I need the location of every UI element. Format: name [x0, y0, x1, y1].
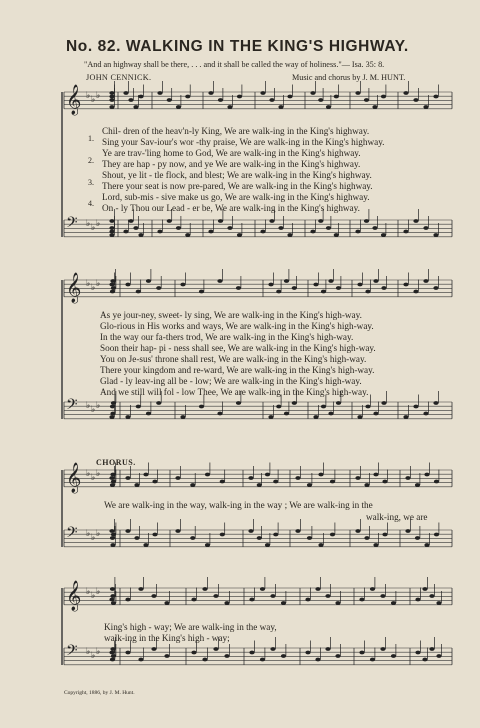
lyric-line: And we still will fol - low Thee, We are walk-ing in the King's high-way. [100, 387, 369, 397]
note-head [313, 415, 318, 419]
note-head [175, 476, 180, 480]
note-head [370, 587, 375, 591]
note-head [415, 536, 420, 540]
note-head [217, 412, 222, 416]
copyright-notice: Copyright, 1886, by J. M. Hunt. [64, 690, 135, 696]
note-head [403, 415, 408, 419]
note-head [128, 219, 133, 223]
lyric-line: There your kingdom and re-ward, We are walk-ing in the King's high-way. [100, 365, 375, 375]
verse-number: 2. [88, 156, 94, 165]
note-head [236, 286, 241, 290]
note-head [167, 219, 172, 223]
note-head [257, 536, 262, 540]
note-head [125, 476, 130, 480]
note-head [236, 401, 241, 405]
note-head [237, 95, 242, 99]
note-head [373, 543, 378, 547]
note-head [164, 601, 169, 605]
note-head [405, 529, 410, 533]
lyric-line: You on Je-sus' throne shall rest, We are walk-ing in the King's high-way. [100, 354, 367, 364]
note-head [213, 594, 218, 598]
note-head [136, 290, 141, 294]
note-head [278, 226, 283, 230]
note-head [151, 594, 156, 598]
note-head [110, 473, 115, 477]
note-head [110, 290, 115, 294]
note-head [413, 290, 418, 294]
flat-icon: ♭ [86, 279, 91, 289]
note-head [237, 233, 242, 237]
note-head [111, 601, 116, 605]
note-head [134, 536, 139, 540]
flat-icon: ♭ [96, 91, 101, 101]
note-head [138, 658, 143, 662]
note-head [295, 476, 300, 480]
note-head [305, 598, 310, 602]
note-head [372, 105, 377, 109]
note-head [355, 230, 360, 234]
note-head [315, 658, 320, 662]
flat-icon: ♭ [86, 647, 91, 657]
note-head [190, 483, 195, 487]
note-head [334, 233, 339, 237]
note-head [433, 286, 438, 290]
lyric-line: On - ly Thou our Lead - er be, We are walk-ing in the King's highway. [102, 203, 360, 213]
note-head [433, 233, 438, 237]
flat-icon: ♭ [91, 223, 96, 233]
note-head [423, 279, 428, 283]
note-head [109, 476, 114, 480]
note-head [326, 105, 331, 109]
flat-icon: ♭ [91, 473, 96, 483]
note-head [403, 283, 408, 287]
note-head [270, 647, 275, 651]
note-head [180, 415, 185, 419]
lyric-line: Glad - ly leav-ing all be - low; We are walk-ing in the King's high-way. [100, 376, 362, 386]
lyric-line: Chil- dren of the heav'n-ly King, We are walk-ing in the King's highway. [102, 126, 370, 136]
note-head [318, 219, 323, 223]
note-head [109, 219, 114, 223]
note-head [364, 536, 369, 540]
note-head [381, 401, 386, 405]
note-head [381, 233, 386, 237]
note-head [205, 473, 210, 477]
note-head [227, 226, 232, 230]
note-head [436, 654, 441, 658]
note-head [415, 598, 420, 602]
note-head [335, 654, 340, 658]
note-head [110, 279, 115, 283]
note-head [199, 405, 204, 409]
note-head [422, 658, 427, 662]
note-head [176, 105, 181, 109]
note-head [413, 98, 418, 102]
lyric-line: Shout, ye lit - tle flock, and blest; We are walk-ing in the King's highway. [102, 170, 372, 180]
note-head [133, 105, 138, 109]
note-head [415, 651, 420, 655]
note-head [146, 279, 151, 283]
note-head [156, 286, 161, 290]
note-head [370, 658, 375, 662]
note-head [310, 91, 315, 95]
note-head [325, 594, 330, 598]
bass-clef-icon: 𝄢 [66, 642, 78, 663]
note-head [157, 91, 162, 95]
note-head [265, 473, 270, 477]
note-head [391, 654, 396, 658]
note-head [405, 476, 410, 480]
note-head [318, 473, 323, 477]
note-head [429, 594, 434, 598]
note-head [382, 480, 387, 484]
note-head [273, 480, 278, 484]
note-head [284, 279, 289, 283]
note-head [334, 95, 339, 99]
note-head [403, 91, 408, 95]
chorus-lyric-line: King's high - way; We are walk-ing in the way, [104, 622, 277, 632]
note-head [123, 91, 128, 95]
note-head [175, 529, 180, 533]
note-head [143, 473, 148, 477]
flat-icon: ♭ [96, 647, 101, 657]
note-head [110, 412, 115, 416]
note-head [381, 95, 386, 99]
note-head [321, 290, 326, 294]
note-head [365, 290, 370, 294]
note-head [125, 415, 130, 419]
flat-icon: ♭ [86, 91, 91, 101]
note-head [305, 651, 310, 655]
note-head [268, 415, 273, 419]
note-head [284, 412, 289, 416]
lyric-line: Lord, sub-mis - sive make us go, We are walk-ing in the King's highway. [102, 192, 370, 202]
flat-icon: ♭ [91, 533, 96, 543]
note-head [110, 405, 115, 409]
verse-number: 1. [88, 134, 94, 143]
note-head [364, 483, 369, 487]
scripture-reference: "And an highway shall be there, . . . and it shall be called the way of holiness."— Isa. 35: 8. [84, 60, 385, 69]
note-head [423, 226, 428, 230]
note-head [156, 401, 161, 405]
note-head [176, 226, 181, 230]
note-head [110, 543, 115, 547]
note-head [436, 601, 441, 605]
note-head [265, 543, 270, 547]
note-head [109, 105, 114, 109]
lyric-line: Glo-rious in His works and ways, We are walk-ing in the King's high-way. [100, 321, 374, 331]
note-head [380, 647, 385, 651]
treble-clef-icon: 𝄞 [66, 581, 82, 611]
note-head [110, 658, 115, 662]
note-head [365, 405, 370, 409]
note-head [138, 233, 143, 237]
note-head [123, 230, 128, 234]
note-head [111, 480, 116, 484]
note-head [330, 533, 335, 537]
bass-clef-icon: 𝄢 [66, 524, 78, 545]
flat-icon: ♭ [96, 279, 101, 289]
bass-clef-icon: 𝄢 [66, 396, 78, 417]
note-head [359, 651, 364, 655]
note-head [138, 587, 143, 591]
flat-icon: ♭ [96, 469, 101, 479]
note-head [413, 405, 418, 409]
note-head [202, 658, 207, 662]
note-head [413, 219, 418, 223]
treble-clef-icon: 𝄞 [66, 273, 82, 303]
note-head [415, 483, 420, 487]
flat-icon: ♭ [91, 283, 96, 293]
note-head [248, 529, 253, 533]
note-head [224, 654, 229, 658]
note-head [313, 283, 318, 287]
note-head [133, 226, 138, 230]
note-head [269, 98, 274, 102]
chorus-lyric-line: We are walk-ing in the way, walk-ing in the way ; We are walk-ing in the [104, 500, 373, 510]
note-head [136, 405, 141, 409]
note-head [167, 98, 172, 102]
note-head [190, 536, 195, 540]
note-head [292, 401, 297, 405]
note-head [281, 601, 286, 605]
note-head [180, 283, 185, 287]
note-head [403, 230, 408, 234]
note-head [381, 286, 386, 290]
note-head [110, 594, 115, 598]
flat-icon: ♭ [91, 405, 96, 415]
note-head [260, 91, 265, 95]
note-head [202, 587, 207, 591]
note-head [109, 529, 114, 533]
note-head [260, 230, 265, 234]
note-head [109, 230, 114, 234]
chorus-lyric-line: walk-ing, we are [366, 512, 428, 522]
note-head [295, 529, 300, 533]
note-head [111, 286, 116, 290]
note-head [109, 598, 114, 602]
note-head [146, 412, 151, 416]
note-head [224, 601, 229, 605]
note-head [218, 98, 223, 102]
note-head [433, 401, 438, 405]
note-head [217, 279, 222, 283]
hymn-title: No. 82. WALKING IN THE KING'S HIGHWAY. [66, 38, 409, 55]
flat-icon: ♭ [91, 95, 96, 105]
note-head [335, 601, 340, 605]
lyric-line: They are hap - py now, and ye We are walk-ing in the King's highway. [102, 159, 361, 169]
bass-clef-icon: 𝄢 [66, 214, 78, 235]
note-head [227, 105, 232, 109]
flat-icon: ♭ [96, 529, 101, 539]
note-head [125, 283, 130, 287]
note-head [109, 233, 114, 237]
note-head [260, 658, 265, 662]
note-head [205, 543, 210, 547]
note-head [373, 473, 378, 477]
note-head [109, 415, 114, 419]
note-head [110, 647, 115, 651]
flat-icon: ♭ [86, 401, 91, 411]
note-head [248, 476, 253, 480]
note-head [111, 533, 116, 537]
note-head [152, 480, 157, 484]
note-head [372, 226, 377, 230]
note-head [109, 91, 114, 95]
note-head [292, 286, 297, 290]
note-head [380, 594, 385, 598]
composer: Music and chorus by J. M. HUNT. [292, 73, 406, 82]
note-head [109, 226, 114, 230]
note-head [422, 587, 427, 591]
treble-clef-icon: 𝄞 [66, 463, 82, 493]
flat-icon: ♭ [91, 591, 96, 601]
note-head [276, 405, 281, 409]
flat-icon: ♭ [96, 401, 101, 411]
note-head [429, 647, 434, 651]
flat-icon: ♭ [96, 219, 101, 229]
note-head [208, 230, 213, 234]
note-head [213, 647, 218, 651]
lyric-line: Ye are trav-'ling home to God, We are walk-ing in the King's highway. [102, 148, 361, 158]
note-head [382, 533, 387, 537]
flat-icon: ♭ [96, 587, 101, 597]
verse-number: 4. [88, 199, 94, 208]
flat-icon: ♭ [86, 219, 91, 229]
note-head [310, 230, 315, 234]
note-head [373, 412, 378, 416]
note-head [433, 95, 438, 99]
lyricist: JOHN CENNICK. [86, 73, 152, 82]
note-head [325, 647, 330, 651]
note-head [164, 654, 169, 658]
note-head [355, 476, 360, 480]
note-head [111, 654, 116, 658]
note-head [364, 98, 369, 102]
note-head [125, 651, 130, 655]
note-head [110, 483, 115, 487]
chorus-lyric-line: walk-ing in the King's high - way; [104, 633, 230, 643]
note-head [373, 279, 378, 283]
note-head [270, 594, 275, 598]
note-head [125, 598, 130, 602]
note-head [138, 95, 143, 99]
note-head [434, 533, 439, 537]
note-head [191, 651, 196, 655]
note-head [110, 587, 115, 591]
note-head [423, 105, 428, 109]
note-head [151, 647, 156, 651]
verse-number: 3. [88, 178, 94, 187]
note-head [191, 598, 196, 602]
note-head [326, 226, 331, 230]
note-head [364, 219, 369, 223]
note-head [391, 601, 396, 605]
note-head [257, 483, 262, 487]
note-head [315, 587, 320, 591]
lyric-line: As ye jour-ney, sweet- ly sing, We are walk-ing in the King's high-way. [100, 310, 362, 320]
flat-icon: ♭ [86, 529, 91, 539]
note-head [359, 598, 364, 602]
note-head [423, 412, 428, 416]
flat-icon: ♭ [91, 651, 96, 661]
note-head [152, 533, 157, 537]
note-head [330, 480, 335, 484]
note-head [318, 98, 323, 102]
note-head [424, 543, 429, 547]
note-head [208, 91, 213, 95]
note-head [110, 536, 115, 540]
note-head [281, 654, 286, 658]
note-head [287, 233, 292, 237]
note-head [109, 98, 114, 102]
note-head [276, 290, 281, 294]
note-head [109, 651, 114, 655]
note-head [109, 283, 114, 287]
note-head [321, 405, 326, 409]
note-head [218, 219, 223, 223]
note-head [336, 286, 341, 290]
note-head [220, 480, 225, 484]
note-head [199, 290, 204, 294]
note-head [307, 536, 312, 540]
note-head [307, 483, 312, 487]
note-head [111, 401, 116, 405]
lyric-line: Soon their hap- pi - ness shall see, We are walk-ing in the King's high-way. [100, 343, 376, 353]
note-head [185, 95, 190, 99]
note-head [424, 473, 429, 477]
note-head [357, 283, 362, 287]
note-head [185, 233, 190, 237]
note-head [278, 105, 283, 109]
note-head [273, 533, 278, 537]
note-head [434, 480, 439, 484]
lyric-line: In the way our fa-thers trod, We are walk-ing in the King's high-way. [100, 332, 354, 342]
note-head [357, 415, 362, 419]
note-head [109, 95, 114, 99]
note-head [287, 95, 292, 99]
flat-icon: ♭ [86, 469, 91, 479]
lyric-line: Sing your Sav-iour's wor -thy praise, We are walk-ing in the King's highway. [102, 137, 385, 147]
note-head [336, 401, 341, 405]
note-head [260, 587, 265, 591]
lyric-line: There your seat is now pre-pared, We are walk-ing in the King's highway. [102, 181, 373, 191]
treble-clef-icon: 𝄞 [66, 85, 82, 115]
note-head [249, 651, 254, 655]
flat-icon: ♭ [86, 587, 91, 597]
note-head [157, 230, 162, 234]
note-head [328, 412, 333, 416]
chorus-label: CHORUS. [96, 458, 136, 467]
note-head [355, 529, 360, 533]
note-head [269, 219, 274, 223]
note-head [249, 598, 254, 602]
note-head [318, 543, 323, 547]
note-head [220, 533, 225, 537]
note-head [355, 91, 360, 95]
note-head [143, 543, 148, 547]
note-head [125, 529, 130, 533]
note-head [134, 483, 139, 487]
note-head [328, 279, 333, 283]
note-head [128, 98, 133, 102]
note-head [268, 283, 273, 287]
